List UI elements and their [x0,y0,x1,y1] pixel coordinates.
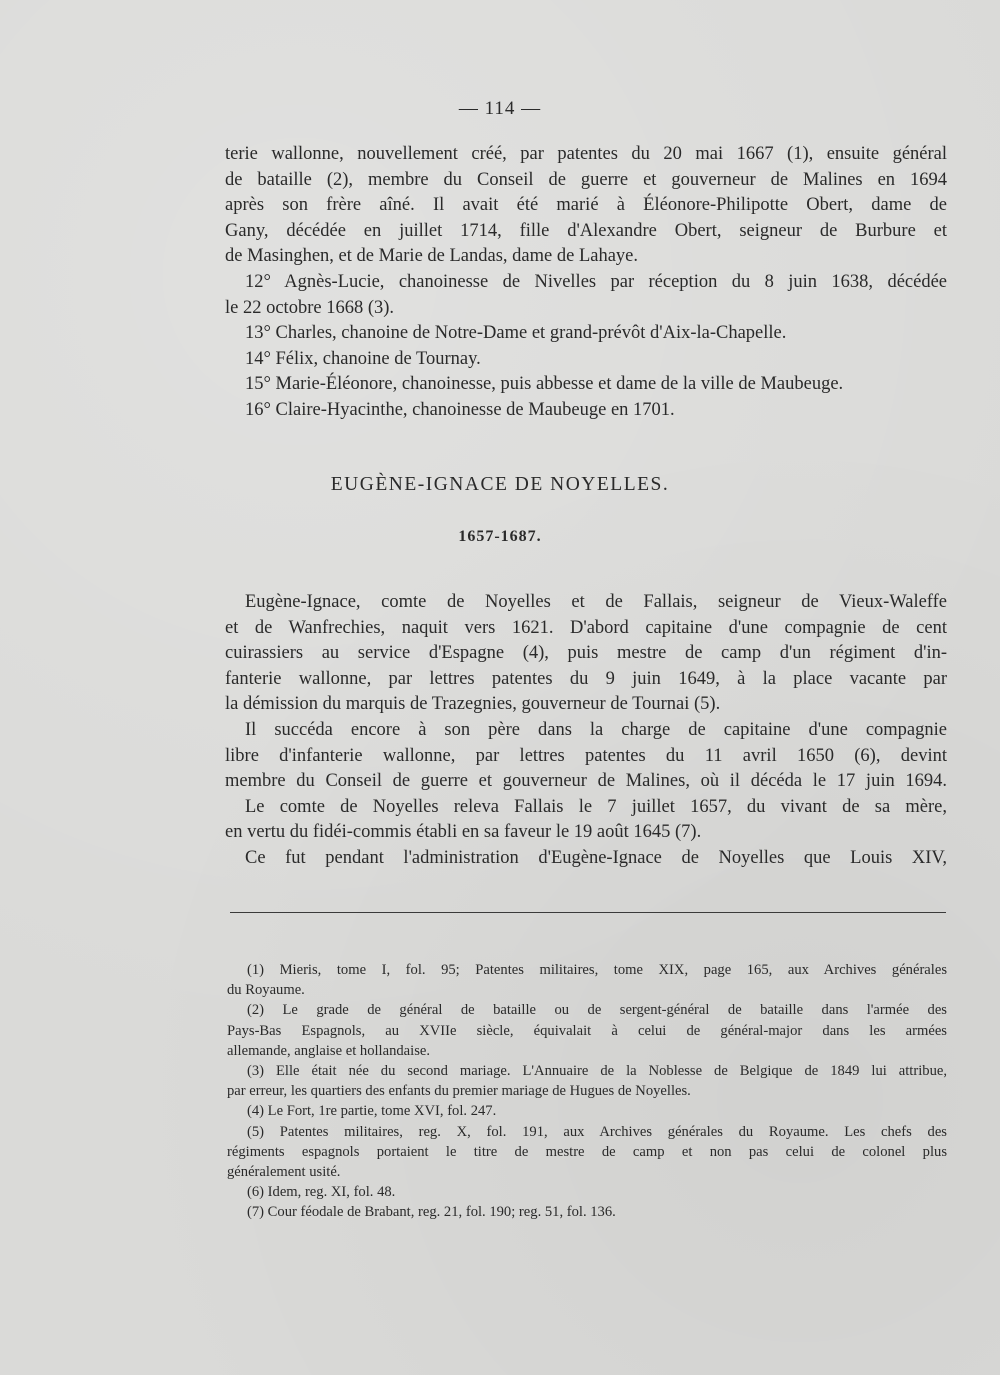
text-line: de Masinghen, et de Marie de Landas, dame de Lahaye. [225,246,638,267]
footnote-line: généralement usité. [227,1163,341,1180]
footnote-line: (1) Mieris, tome I, fol. 95; Patentes militaires, tome XIX, page 165, aux Archives générales [247,962,947,978]
footnote-line: régiments espagnols portaient le titre de mestre de camp et non pas celui de colonel plus [227,1143,947,1160]
page-number: — 114 — [458,98,542,119]
text-line: libre d'infanterie wallonne, par lettres patentes du 11 avril 1650 (6), devint [225,745,947,766]
footnote-line: (5) Patentes militaires, reg. X, fol. 191, aux Archives générales du Royaume. Les chefs des [247,1123,947,1140]
list-item: 16° Claire-Hyacinthe, chanoinesse de Maubeuge en 1701. [245,399,675,420]
list-item: 15° Marie-Éléonore, chanoinesse, puis abbesse et dame de la ville de Maubeuge. [245,374,844,395]
footnote-line: (4) Le Fort, 1re partie, tome XVI, fol. 247. [247,1103,497,1120]
footnote-line: allemande, anglaise et hollandaise. [227,1042,431,1059]
text-line: la démission du marquis de Trazegnies, gouverneur de Tournai (5). [225,694,721,715]
text-line: et de Wanfrechies, naquit vers 1621. D'abord capitaine d'une compagnie de cent [225,617,947,638]
text-line: Ce fut pendant l'administration d'Eugène-Ignace de Noyelles que Louis XIV, [245,847,947,868]
text-line: Gany, décédée en juillet 1714, fille d'Alexandre Obert, seigneur de Burbure et [225,220,947,241]
footnote-line: (6) Idem, reg. XI, fol. 48. [247,1184,396,1201]
text-line: Le comte de Noyelles releva Fallais le 7 juillet 1657, du vivant de sa mère, [245,796,947,817]
footnote-line: (3) Elle était née du second mariage. L'Annuaire de la Noblesse de Belgique de 1849 lui attribue, [247,1062,947,1079]
text-line: Il succéda encore à son père dans la charge de capitaine d'une compagnie [245,719,947,740]
list-item: 12° Agnès-Lucie, chanoinesse de Nivelles par réception du 8 juin 1638, décédée [245,271,947,292]
text-line: cuirassiers au service d'Espagne (4), puis mestre de camp d'un régiment d'in- [225,643,947,664]
text-line: Eugène-Ignace, comte de Noyelles et de Fallais, seigneur de Vieux-Waleffe [245,592,947,612]
section-dates: 1657-1687. [458,528,542,545]
text-line: après son frère aîné. Il avait été marié à Éléonore-Philipotte Obert, dame de [225,195,947,216]
footnote-line: (2) Le grade de général de bataille ou de sergent-général de bataille dans l'armée des [247,1002,947,1019]
footnotes [227,960,947,1222]
text-line: de bataille (2), membre du Conseil de guerre et gouverneur de Malines en 1694 [225,169,947,190]
footnote-line: Pays-Bas Espagnols, au XVIIe siècle, équivalait à celui de général-major dans les armées [227,1022,947,1039]
text-line: membre du Conseil de guerre et gouverneur de Malines, où il décéda le 17 juin 1694. [225,771,947,792]
footnote-line: du Royaume. [227,982,305,999]
body-text [225,590,947,872]
section-title: EUGÈNE-IGNACE DE NOYELLES. [330,474,670,495]
genealogy-list [225,142,947,424]
footnote-line: par erreur, les quartiers des enfants du premier mariage de Hugues de Noyelles. [227,1083,691,1100]
list-item: 13° Charles, chanoine de Notre-Dame et grand-prévôt d'Aix-la-Chapelle. [245,323,787,344]
text-line: fanterie wallonne, par lettres patentes du 9 juin 1649, à la place vacante par [225,668,947,689]
text-line: terie wallonne, nouvellement créé, par patentes du 20 mai 1667 (1), ensuite général [225,144,947,164]
footnote-line: (7) Cour féodale de Brabant, reg. 21, fol. 190; reg. 51, fol. 136. [247,1204,616,1221]
text-line: en vertu du fidéi-commis établi en sa faveur le 19 août 1645 (7). [225,822,702,843]
list-item: 14° Félix, chanoine de Tournay. [245,348,481,369]
text-line: le 22 octobre 1668 (3). [225,297,395,318]
footnote-divider [230,912,946,913]
